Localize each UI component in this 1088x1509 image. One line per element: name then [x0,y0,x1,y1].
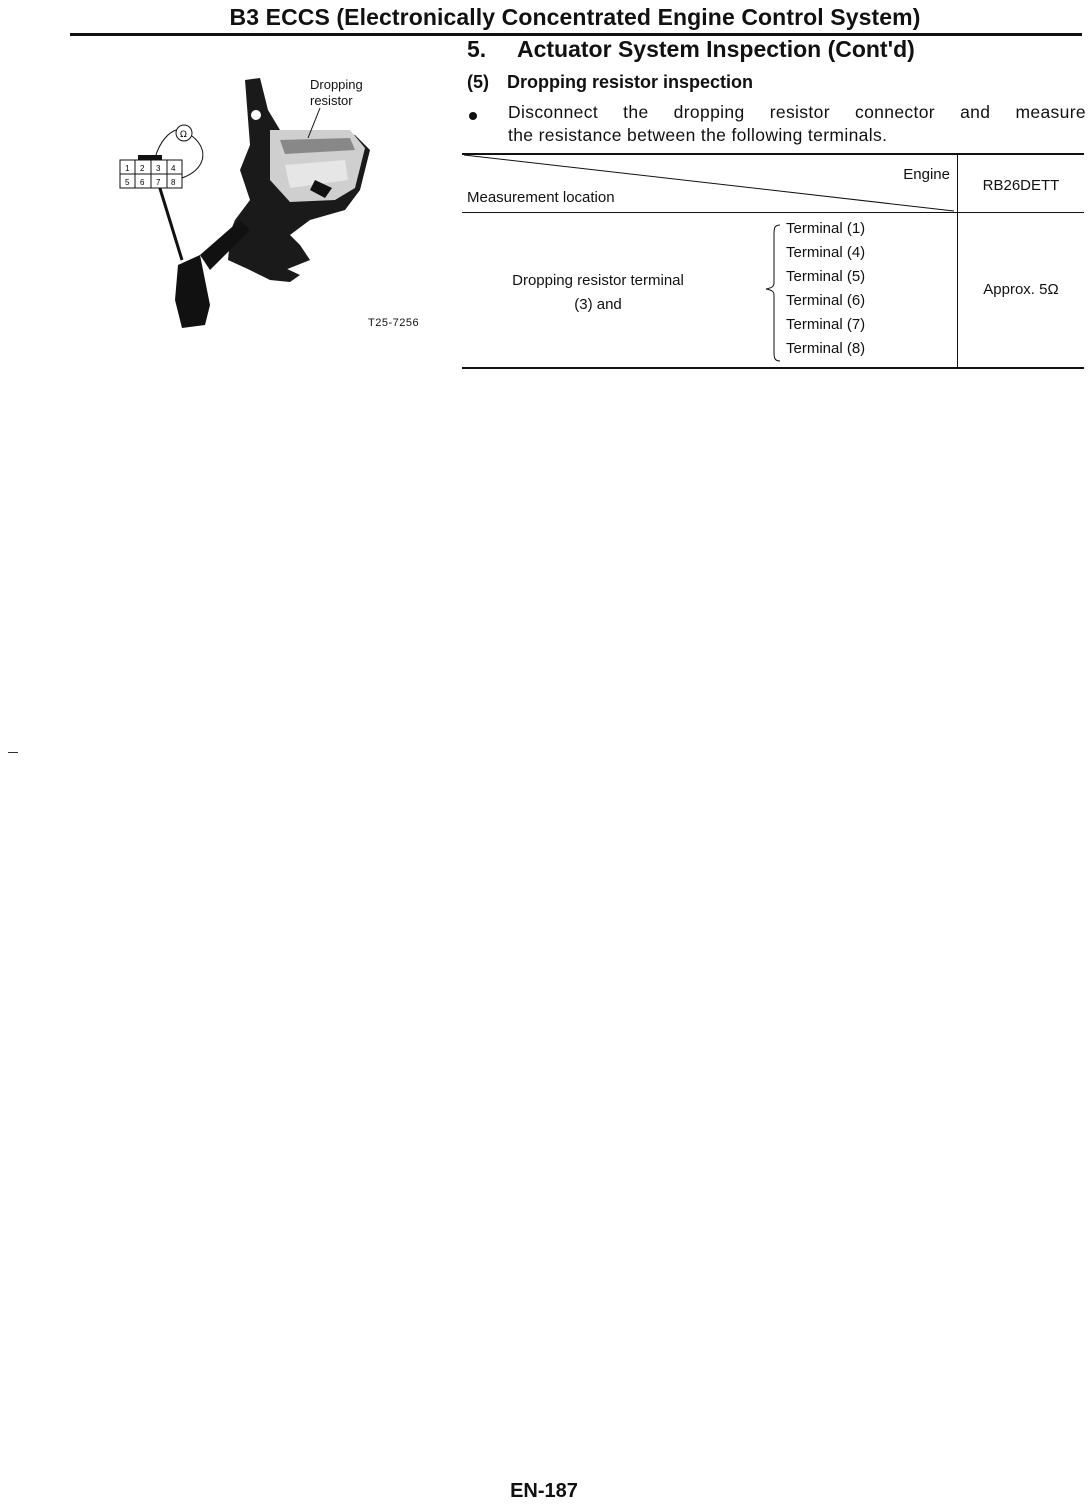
table-column-divider [957,153,958,369]
svg-text:2: 2 [140,164,145,173]
list-item: Terminal (7) [786,316,866,333]
list-item: Terminal (5) [786,268,866,285]
svg-text:8: 8 [171,178,176,187]
section-title: 5. Actuator System Inspection (Cont'd) [467,36,915,62]
page-header-title: B3 ECCS (Electronically Concentrated Engine Control System) [229,4,921,30]
svg-text:3: 3 [156,164,161,173]
dropping-resistor-figure [110,70,440,340]
resistance-value: Approx. 5Ω [983,281,1059,298]
header-location-label: Measurement location [467,189,615,206]
svg-text:4: 4 [171,164,176,173]
svg-text:Ω: Ω [180,130,187,140]
list-item: Terminal (1) [786,220,866,237]
svg-text:6: 6 [140,178,145,187]
terminal-brace [762,223,784,363]
svg-text:1: 1 [125,164,130,173]
list-item: Terminal (6) [786,292,866,309]
location-description: Dropping resistor terminal (3) and [512,272,684,313]
svg-text:7: 7 [156,178,161,187]
subsection-title: (5) Dropping resistor inspection [467,72,754,92]
page-number: EN-187 [510,1480,578,1502]
connector-face-diagram [120,125,203,188]
table-bottom-rule [462,367,1084,369]
terminal-list [786,217,865,361]
bullet-icon [469,112,477,120]
list-item: Terminal (8) [786,340,866,357]
figure-callout-label: Dropping resistor [310,77,363,108]
dropping-resistor-illustration [110,70,440,340]
header-engine-label: Engine [903,166,950,183]
list-item: Terminal (4) [786,244,866,261]
figure-code: T25-7256 [368,317,420,329]
engine-model: RB26DETT [982,177,1060,194]
instruction-text: Disconnect the dropping resistor connector and measure the resistance between the following terminals. [508,102,1086,145]
svg-text:5: 5 [125,178,130,187]
margin-mark [8,752,18,753]
resistance-spec-table [462,153,1084,369]
